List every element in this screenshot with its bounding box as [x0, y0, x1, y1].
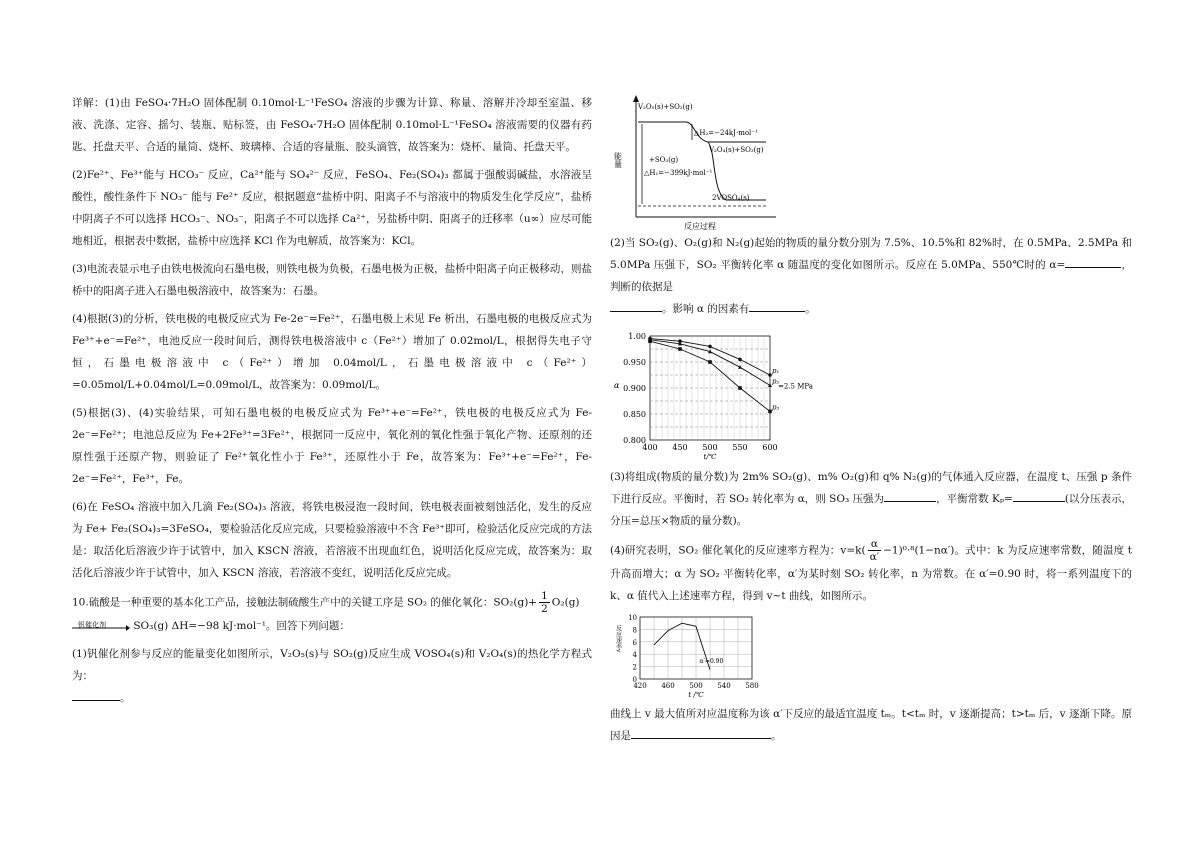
series-label: p₃ [772, 403, 780, 412]
paragraph-2: (2)Fe²⁺、Fe³⁺能与 HCO₃⁻ 反应，Ca²⁺能与 SO₄²⁻ 反应，FeSO₄、Fe₂(SO₄)₃ 都属于强酸弱碱盐，水溶液呈酸性，酸性条件下 NO₃⁻ 能与 Fe²⁺ 反应，根据题意“盐桥中阴、阳离子不与溶液中的物质发生化学反应”，盐桥中阴离子不可以选择 HCO₃⁻、NO₃⁻，阳离子不可以选择 Ca²⁺，另盐桥中阴、阳离子的迁移率（u∞）应尽可能地相近，根据表中数据，盐桥中应选择 KCl 作为电解质，故答案为：KCl。 [72, 169, 592, 247]
question-3-text-c: (以分压表示，分压=总压×物质的量分数)。 [610, 493, 1132, 527]
question-3-text-a: (3)将组成(物质的量分数)为 2m% SO₂(g)、m% O₂(g)和 q% N₂(g)的气体通入反应器，在温度 t、压强 p 条件下进行反应。平衡时，若 SO₂ 转化率为 α，则 SO₃ 压强为 [610, 471, 1132, 505]
rate-chart-svg [612, 613, 762, 699]
alpha-fraction [868, 538, 881, 563]
x-tick-label: 550 [732, 443, 748, 452]
question-4-continued [610, 703, 1132, 747]
y-tick-label: 0.950 [623, 358, 646, 367]
y-tick-label: 2 [632, 663, 637, 672]
alpha-fraction-numerator: α [868, 538, 881, 551]
question-2-text-b: ，判断的依据是 [610, 259, 1132, 293]
half-fraction [539, 590, 550, 615]
answer-blank-3a[interactable] [884, 501, 936, 502]
x-tick-label: 580 [745, 682, 759, 690]
question-4-text-d: 。 [771, 730, 782, 742]
energy-top-label: V₂O₅(s)+SO₂(g) [638, 103, 693, 111]
question-10-text-c: SO₃(g) ΔH=−98 kJ·mol⁻¹。回答下列问题： [133, 620, 350, 632]
series-label: p₂ [772, 377, 780, 386]
y-tick-label: 6 [632, 638, 637, 647]
x-tick-label: 600 [762, 443, 778, 452]
conversion-chart [610, 328, 820, 460]
question-4 [610, 538, 1132, 607]
question-2-text-c: 。影响 α 的因素有 [662, 303, 750, 315]
question-4-text-a: (4)研究表明，SO₂ 催化氧化的反应速率方程为：v=k( [610, 544, 866, 557]
answer-blank-4[interactable] [631, 738, 771, 739]
answer-blank-3b[interactable] [1013, 501, 1065, 502]
question-3 [610, 466, 1132, 532]
question-10-text-b: O₂(g) [551, 596, 580, 609]
reaction-axis-label: 反应过程 [684, 222, 716, 231]
arrow-icon [72, 619, 130, 633]
paragraph-3: (3)电流表显示电子由铁电极流向石墨电极，则铁电极为负极，石墨电极为正极，盐桥中阳离子向正极移动，则盐桥中的阳离子进入石墨电极溶液中，故答案为：石墨。 [72, 263, 592, 297]
question-4-text-c: 曲线上 v 最大值所对应温度称为该 α′下反应的最适宜温度 tₘ。t<tₘ 时，v 逐渐提高；t>tₘ 后，v 逐渐下降。原因是 [610, 708, 1132, 742]
paragraph-6: (6)在 FeSO₄ 溶液中加入几滴 Fe₂(SO₄)₃ 溶液，将铁电极浸泡一段时间，铁电极表面被刻蚀活化，发生的反应为 Fe+ Fe₂(SO₄)₃=3FeSO₄，要检验活化反应完成，只要检验溶液中不含 Fe³⁺即可，检验活化反应完成的方法是：取活化后溶液少许于试管中，加入 KSCN 溶液，若溶液不出现血红色，说明活化反应完成，故答案为：取活化后溶液少许于试管中，加入 KSCN 溶液，若溶液不变红，说明活化反应完成。 [72, 501, 592, 579]
paragraph-5: (5)根据(3)、(4)实验结果，可知石墨电极的电极反应式为 Fe³⁺+e⁻=Fe²⁺，铁电极的电极反应式为 Fe-2e⁻=Fe²⁺；电池总反应为 Fe+2Fe³⁺=3Fe²⁺，根据同一反应中，氧化剂的氧化性强于氧化产物、还原剂的还原性强于还原产物，则验证了 Fe²⁺氧化性小于 Fe³⁺，还原性小于 Fe，故答案为：Fe³⁺+e⁻=Fe²⁺，Fe-2e⁻=Fe²⁺，Fe³⁺，Fe。 [72, 407, 592, 485]
question-10-part-1-text: (1)钒催化剂参与反应的能量变化如图所示，V₂O₅(s)与 SO₂(g)反应生成 VOSO₄(s)和 V₂O₄(s)的热化学方程式为： [72, 648, 592, 682]
question-2-text-d: 。 [805, 303, 816, 315]
answer-blank-2b[interactable] [610, 311, 662, 312]
y-tick-label: 0.800 [623, 436, 646, 445]
right-column [610, 92, 1132, 753]
y-axis-label: 反应速率v [614, 625, 622, 653]
fraction-numerator: 1 [541, 590, 548, 602]
paragraph-4: (4)根据(3)的分析，铁电极的电极反应式为 Fe-2e⁻=Fe²⁺，石墨电极上未见 Fe 析出，石墨电极的电极反应式为 Fe³⁺+e⁻=Fe²⁺，电池反应一段时间后，测得铁电极溶液中 c（Fe²⁺）增加了 0.02mol/L，根据得失电子守恒，石墨电极溶液中 c（Fe²⁺）增加 0.04mol/L，石墨电极溶液中 c（Fe²⁺）=0.05mol/L+0.04mol/L=0.09mol/L，故答案为：0.09mol/L。 [72, 313, 592, 391]
alpha-fraction-denominator: α′ [869, 551, 880, 563]
energy-dh2-label: △H₂=−24kJ·mol⁻¹ [694, 129, 758, 137]
question-2-text-a: (2)当 SO₂(g)、O₂(g)和 N₂(g)起始的物质的量分数分别为 7.5%、10.5%和 82%时，在 0.5MPa、2.5MPa 和 5.0MPa 压强下，SO₂ 平衡转化率 α 随温度的变化如图所示。反应在 5.0MPa、550℃时的 α= [610, 237, 1132, 271]
x-tick-label: 420 [633, 682, 647, 690]
data-point [678, 347, 682, 351]
y-tick-label: 0 [632, 676, 637, 684]
x-axis-label: t/℃ [703, 453, 717, 461]
energy-diagram [613, 92, 786, 232]
series-label: p₁ [772, 367, 780, 375]
data-point [708, 345, 712, 349]
data-point [738, 386, 742, 390]
question-10 [72, 590, 592, 637]
x-tick-label: 500 [702, 443, 718, 452]
pressure-annotation: =2.5 MPa [778, 382, 813, 391]
data-point [708, 360, 712, 364]
catalyst-label: 钒催化剂 [78, 621, 106, 629]
question-10-part-1 [72, 643, 592, 709]
data-point [648, 339, 652, 343]
energy-mid-label: V₂O₄(s)+SO₃(g) [709, 146, 764, 154]
y-tick-label: 0.900 [623, 384, 646, 393]
energy-dh1-label: △H₁=−399kJ·mol⁻¹ [644, 169, 713, 177]
question-2 [610, 232, 1132, 320]
energy-so3-label: +SO₃(g) [649, 156, 679, 164]
paragraph-1: 详解：(1)由 FeSO₄·7H₂O 固体配制 0.10mol·L⁻¹FeSO₄ 溶液的步骤为计算、称量、溶解并冷却至室温、移液、洗涤、定容、摇匀、装瓶、贴标签，由 FeSO₄·7H₂O 固体配制 0.10mol·L⁻¹FeSO₄ 溶液需要的仪器有药匙、托盘天平、合适的量筒、烧杯、玻璃棒、合适的容量瓶、胶头滴管，故答案为：烧杯、量筒、托盘天平。 [72, 97, 592, 153]
left-column [72, 92, 592, 715]
period: 。 [120, 692, 131, 704]
x-tick-label: 460 [661, 682, 675, 690]
x-tick-label: 400 [642, 443, 658, 452]
x-tick-label: 450 [672, 443, 688, 452]
data-point [738, 358, 742, 362]
question-10-text-a: 10.硫酸是一种重要的基本化工产品，接触法制硫酸生产中的关键工序是 SO₂ 的催化氧化：SO₂(g)+ [72, 596, 538, 609]
conversion-chart-svg [610, 328, 820, 460]
question-3-text-b: ，平衡常数 Kₚ= [936, 493, 1013, 505]
rate-chart [612, 613, 762, 699]
fraction-denominator: 2 [541, 603, 548, 615]
question-4-text-b: −1)⁰·⁸(1−nα′)。式中：k 为反应速率常数，随温度 t 升高而增大；α 为 SO₂ 平衡转化率，α′为某时刻 SO₂ 转化率，n 为常数。在 α′=0.90 时，将一系列温度下的 k、α 值代入上述速率方程，得到 v~t 曲线，如图所示。 [610, 544, 1132, 602]
y-tick-label: 8 [632, 626, 637, 635]
energy-bottom-label: 2VOSO₄(s) [712, 194, 750, 202]
y-tick-label: 1.00 [628, 332, 646, 341]
alpha-annotation: α′=0.90 [699, 657, 724, 665]
x-axis-label: t /℃ [688, 691, 704, 699]
y-tick-label: 0.850 [623, 410, 646, 419]
y-axis-label: α [614, 381, 620, 390]
answer-blank-1[interactable] [72, 700, 120, 701]
energy-axis-label: 能量 [613, 152, 623, 168]
reaction-arrow [72, 619, 130, 633]
answer-blank-2c[interactable] [749, 311, 805, 312]
answer-blank-2a[interactable] [1065, 267, 1121, 268]
y-tick-label: 4 [632, 651, 637, 660]
y-tick-label: 10 [628, 614, 637, 622]
x-tick-label: 500 [689, 682, 703, 690]
x-tick-label: 540 [717, 682, 731, 690]
